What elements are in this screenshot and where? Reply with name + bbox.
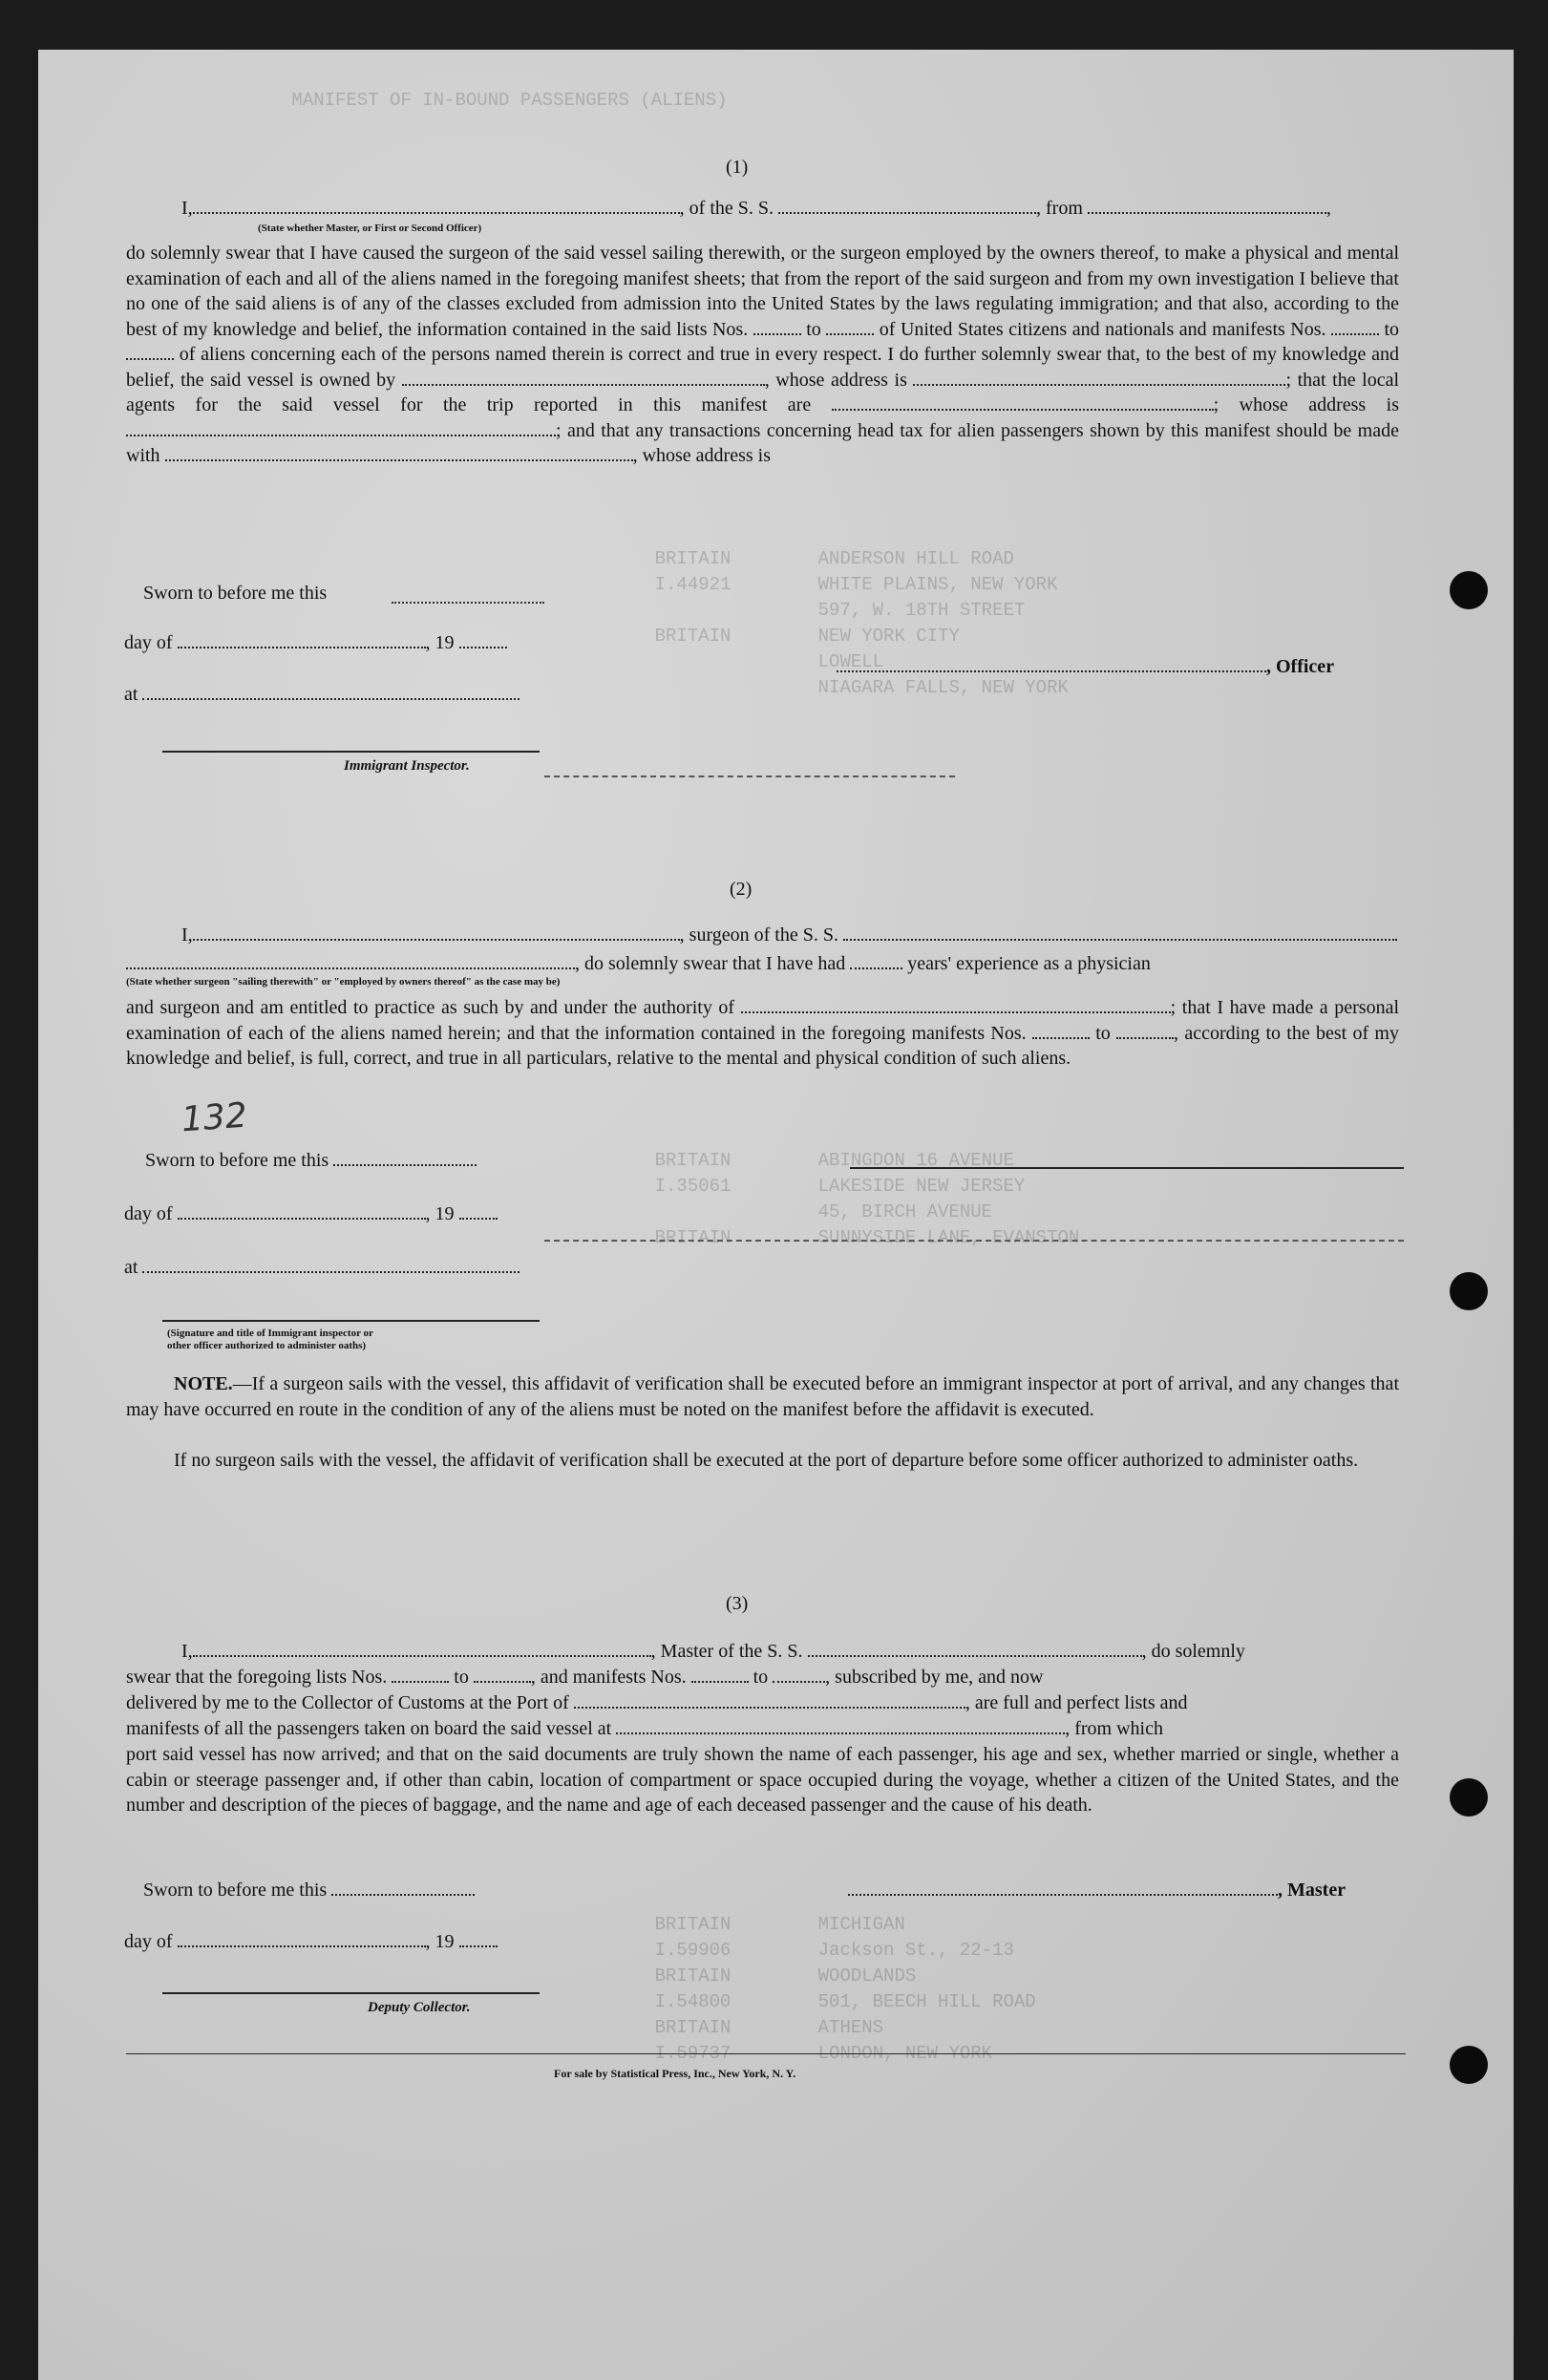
day-of-label bbox=[124, 1201, 498, 1226]
text: , do solemnly bbox=[1141, 1641, 1245, 1662]
blank-field[interactable] bbox=[193, 924, 680, 941]
day-of-label bbox=[124, 1929, 498, 1954]
sworn-label bbox=[143, 1878, 475, 1902]
text: Sworn to before me this bbox=[145, 1150, 329, 1171]
blank-field[interactable] bbox=[850, 952, 902, 969]
blank-field[interactable] bbox=[178, 1202, 426, 1220]
blank-field[interactable] bbox=[843, 924, 1397, 941]
signature-line[interactable] bbox=[162, 1320, 540, 1322]
printer-imprint: For sale by Statistical Press, Inc., New York, N. Y. bbox=[554, 2067, 796, 2080]
oath-line: I, , of the S. S. , from , bbox=[181, 198, 1331, 219]
text: —If a surgeon sails with the vessel, this affidavit of verification shall be executed before an immigrant inspector at port of arrival, and any changes that may have occurred en route in the condition of any of the aliens must be noted on the manifest before the affidavit is executed. bbox=[126, 1373, 1399, 1420]
blank-field[interactable] bbox=[333, 1149, 477, 1166]
signer-caption: other officer authorized to administer oaths) bbox=[167, 1340, 367, 1351]
note-label: NOTE. bbox=[174, 1373, 233, 1394]
blank-field[interactable] bbox=[753, 318, 801, 335]
note-paragraph bbox=[126, 1448, 1399, 1474]
punch-hole bbox=[1450, 1778, 1488, 1817]
blank-field[interactable] bbox=[178, 631, 426, 648]
divider bbox=[544, 1240, 1404, 1242]
text: , surgeon of the S. S. bbox=[679, 924, 838, 946]
day-of-label bbox=[124, 630, 507, 655]
oath-paragraph bbox=[126, 1742, 1399, 1818]
blank-field[interactable] bbox=[837, 655, 1266, 672]
sworn-label bbox=[145, 1148, 477, 1173]
oath-line bbox=[126, 1716, 1163, 1741]
blank-field[interactable] bbox=[142, 683, 520, 700]
blank-field[interactable] bbox=[913, 369, 1285, 386]
oath-paragraph: do solemnly swear that I have caused the surgeon of the said vessel sailing therewith, or the surgeon employed by the owners thereof, to make a physical and mental examination of each and all of the aliens named in the foregoing manifest sheets; that from the report of the said surgeon and from my own investigation I believe that no one of the said aliens is of any of the classes excluded from admission into the United States by the laws regulating immigration; and that also, according to the best of my knowledge and belief, the information contained in the said lists Nos. to of United States citizens and nationals and manifests Nos. to of aliens concerning each of the persons named therein is correct and true in every respect. I do further solemnly swear that, to the best of my knowledge and belief, the said vessel is owned by , whose address is ; that the local agents for the said vessel for the trip reported in this manifest are ; whose address is ; and that any transactions concerning head tax for alien passengers shown by this manifest should be made with , whose address is bbox=[126, 243, 1400, 466]
text: If no surgeon sails with the vessel, the affidavit of verification shall be executed at the port of departure before some officer authorized to administer oaths. bbox=[174, 1450, 1359, 1471]
signature-line[interactable] bbox=[162, 751, 540, 753]
text: years' experience as a physician bbox=[907, 953, 1151, 974]
blank-field[interactable] bbox=[165, 444, 633, 461]
text: , 19 bbox=[425, 1203, 455, 1224]
text: at bbox=[124, 684, 138, 705]
text: to bbox=[806, 318, 821, 340]
text: , of the S. S. bbox=[679, 198, 774, 219]
blank-field[interactable] bbox=[459, 631, 507, 648]
bleed-through-text: BRITAIN ABINGDON 16 AVENUE I.35061 LAKESIDE NEW JERSEY 45, BIRCH AVENUE BRITAIN SUNNYSIDE LANE, EVANSTON bbox=[654, 1150, 1080, 1248]
manifest-back-page bbox=[38, 50, 1514, 2380]
blank-field[interactable] bbox=[178, 1930, 426, 1947]
text: of aliens concerning each of the persons named bbox=[179, 344, 547, 365]
text: , according to the best of my knowledge and belief, is full, correct, and true in bbox=[126, 1022, 1399, 1069]
blank-field[interactable] bbox=[392, 1666, 449, 1683]
section-number: (1) bbox=[726, 157, 749, 178]
blank-field[interactable] bbox=[741, 996, 1171, 1013]
note-paragraph bbox=[126, 1371, 1399, 1422]
text: port said vessel has now arrived; and that on the said documents are truly shown the name of each passenger, his age and sex, whether married or single, whether a cabin or steerage passenger and, if other than cabin, location of compartment or space occupied during the voyage, whether a citizen of the United States, and the number and description of the pieces of baggage, and the name and age of each deceased passenger and the cause of his death. bbox=[126, 1744, 1399, 1816]
blank-field[interactable] bbox=[1331, 318, 1379, 335]
text: , 19 bbox=[425, 1931, 455, 1952]
text: , Master bbox=[1278, 1880, 1347, 1901]
text: , are full and perfect lists and bbox=[965, 1692, 1188, 1713]
text: , do solemnly swear that I have had bbox=[575, 953, 846, 974]
text: to bbox=[753, 1667, 769, 1688]
text: that I have made a personal examination of each of the aliens named herein; and that the information contained in the bbox=[126, 997, 1400, 1044]
divider bbox=[544, 776, 955, 777]
text: at bbox=[124, 1257, 138, 1278]
text: of United States citizens and nationals and manifests Nos. bbox=[879, 318, 1326, 340]
blank-field[interactable] bbox=[778, 197, 1036, 214]
signer-title: Deputy Collector. bbox=[368, 2000, 471, 2015]
field-caption: (State whether surgeon "sailing therewith" or "employed by owners thereof" as the case may be) bbox=[126, 976, 561, 988]
signer-caption: (Signature and title of Immigrant inspector or bbox=[167, 1328, 373, 1339]
text: foregoing manifests Nos. bbox=[831, 1022, 1027, 1044]
blank-field[interactable] bbox=[126, 952, 575, 969]
blank-field[interactable] bbox=[331, 1879, 475, 1896]
text: , Officer bbox=[1266, 656, 1335, 677]
text: Sworn to before me this bbox=[143, 1880, 328, 1901]
text: delivered by me to the Collector of Customs at the Port of bbox=[126, 1692, 569, 1713]
section-number: (3) bbox=[726, 1593, 749, 1614]
text: and surgeon and am entitled to practice as such by and under the authority of bbox=[126, 997, 735, 1018]
sworn-label: Sworn to before me this bbox=[143, 583, 328, 604]
blank-field[interactable] bbox=[142, 1256, 520, 1273]
field-caption: (State whether Master, or First or Second Officer) bbox=[258, 223, 482, 234]
punch-hole bbox=[1450, 1272, 1488, 1310]
text: therein is correct and true in every respect. I do further solemnly swear that, to the best of my knowledge and belief, bbox=[126, 344, 1400, 391]
text: whose address is bbox=[1239, 394, 1399, 415]
oath-paragraph bbox=[126, 995, 1399, 1072]
blank-field[interactable] bbox=[691, 1666, 749, 1683]
text: the said vessel is owned by bbox=[180, 369, 396, 391]
blank-field[interactable] bbox=[574, 1691, 965, 1709]
text: , subscribed by me, and now bbox=[825, 1667, 1044, 1688]
text: , whose address is bbox=[632, 445, 771, 466]
oath-line bbox=[126, 951, 1151, 976]
text: I, bbox=[181, 198, 193, 219]
punch-hole bbox=[1450, 571, 1488, 609]
blank-field[interactable] bbox=[193, 1640, 651, 1657]
text: to bbox=[1095, 1022, 1111, 1044]
blank-field[interactable] bbox=[1116, 1022, 1174, 1039]
signature-line[interactable] bbox=[850, 1167, 1404, 1169]
text: , from which bbox=[1065, 1718, 1163, 1739]
text: , Master of the S. S. bbox=[650, 1641, 803, 1662]
blank-field[interactable] bbox=[392, 602, 544, 604]
officer-signature-line bbox=[837, 654, 1334, 679]
text: ; bbox=[1285, 369, 1292, 391]
punch-hole bbox=[1450, 2046, 1488, 2084]
text: I, bbox=[181, 924, 193, 946]
handwritten-number: 132 bbox=[180, 1095, 249, 1140]
text: manifests of all the passengers taken on board the said vessel at bbox=[126, 1718, 612, 1739]
blank-field[interactable] bbox=[1032, 1022, 1090, 1039]
blank-field[interactable] bbox=[616, 1717, 1065, 1734]
text: , from bbox=[1036, 198, 1083, 219]
text: day of bbox=[124, 1203, 173, 1224]
text: day of bbox=[124, 632, 173, 653]
blank-field[interactable] bbox=[826, 318, 874, 335]
oath-line bbox=[181, 1639, 1245, 1664]
text: day of bbox=[124, 1931, 173, 1952]
signature-line[interactable] bbox=[162, 1992, 540, 1994]
blank-field[interactable] bbox=[773, 1666, 825, 1683]
blank-field[interactable] bbox=[126, 343, 174, 360]
text: passengers shown by this manifest should be made with bbox=[126, 419, 1399, 466]
text: swear that the foregoing lists Nos. bbox=[126, 1667, 388, 1688]
blank-field[interactable] bbox=[402, 369, 765, 386]
at-label bbox=[124, 1255, 520, 1280]
text: all particulars, relative to the mental and physical condition of such aliens. bbox=[502, 1048, 1071, 1069]
oath-line bbox=[126, 1665, 1043, 1689]
blank-field[interactable] bbox=[848, 1879, 1278, 1896]
master-signature-line bbox=[848, 1878, 1346, 1902]
text: ; bbox=[1170, 997, 1177, 1018]
text: do solemnly swear that I have caused the surgeon of the said vessel sailing therewith, or the surgeon employed by the owners thereof, to make a physical and mental examination of each and all of the aliens named in the foregoing manifest sheets; that from the report of the said surgeon and from my own investigation I believe that no one of the said aliens is of any of the classes excluded from admission into the United States by the laws regulating immigration; and that also, according to the best of my knowledge and belief, the information contained in the said lists Nos. bbox=[126, 243, 1399, 340]
blank-field[interactable] bbox=[808, 1640, 1142, 1657]
blank-field[interactable] bbox=[459, 1930, 498, 1947]
text: , whose address is bbox=[764, 369, 907, 391]
text: I, bbox=[181, 1641, 193, 1662]
divider bbox=[126, 2053, 1406, 2054]
bleed-through-text: BRITAIN ANDERSON HILL ROAD I.44921 WHITE PLAINS, NEW YORK 597, W. 18TH STREET BRITAIN NEW YORK CITY LOWELL NIAGARA FALLS, NEW YORK bbox=[654, 548, 1069, 698]
blank-field[interactable] bbox=[1088, 197, 1326, 214]
blank-field[interactable] bbox=[193, 197, 680, 214]
text: to bbox=[454, 1667, 469, 1688]
text: that the local agents for the said vessel for the trip reported in this manifest are bbox=[126, 369, 1400, 415]
text: , and manifests Nos. bbox=[530, 1667, 687, 1688]
oath-line bbox=[126, 1690, 1188, 1715]
blank-field[interactable] bbox=[474, 1666, 531, 1683]
bleed-through-text: MANIFEST OF IN-BOUND PASSENGERS (ALIENS) bbox=[172, 90, 728, 111]
section-number: (2) bbox=[730, 879, 753, 900]
text: ; and that any transactions concerning head tax for alien bbox=[556, 419, 995, 441]
blank-field[interactable] bbox=[459, 1202, 498, 1220]
blank-field[interactable] bbox=[832, 393, 1214, 411]
at-label bbox=[124, 682, 520, 707]
signer-title: Immigrant Inspector. bbox=[344, 758, 470, 774]
oath-line bbox=[181, 923, 1397, 947]
text: to bbox=[1384, 318, 1400, 340]
blank-field[interactable] bbox=[126, 419, 556, 436]
bleed-through-text: BRITAIN MICHIGAN I.59906 Jackson St., 22-13 BRITAIN WOODLANDS I.54800 501, BEECH HILL ROAD BRITAIN ATHENS I.59737 LONDON, NEW YORK bbox=[654, 1914, 1036, 2064]
text: , 19 bbox=[425, 632, 455, 653]
